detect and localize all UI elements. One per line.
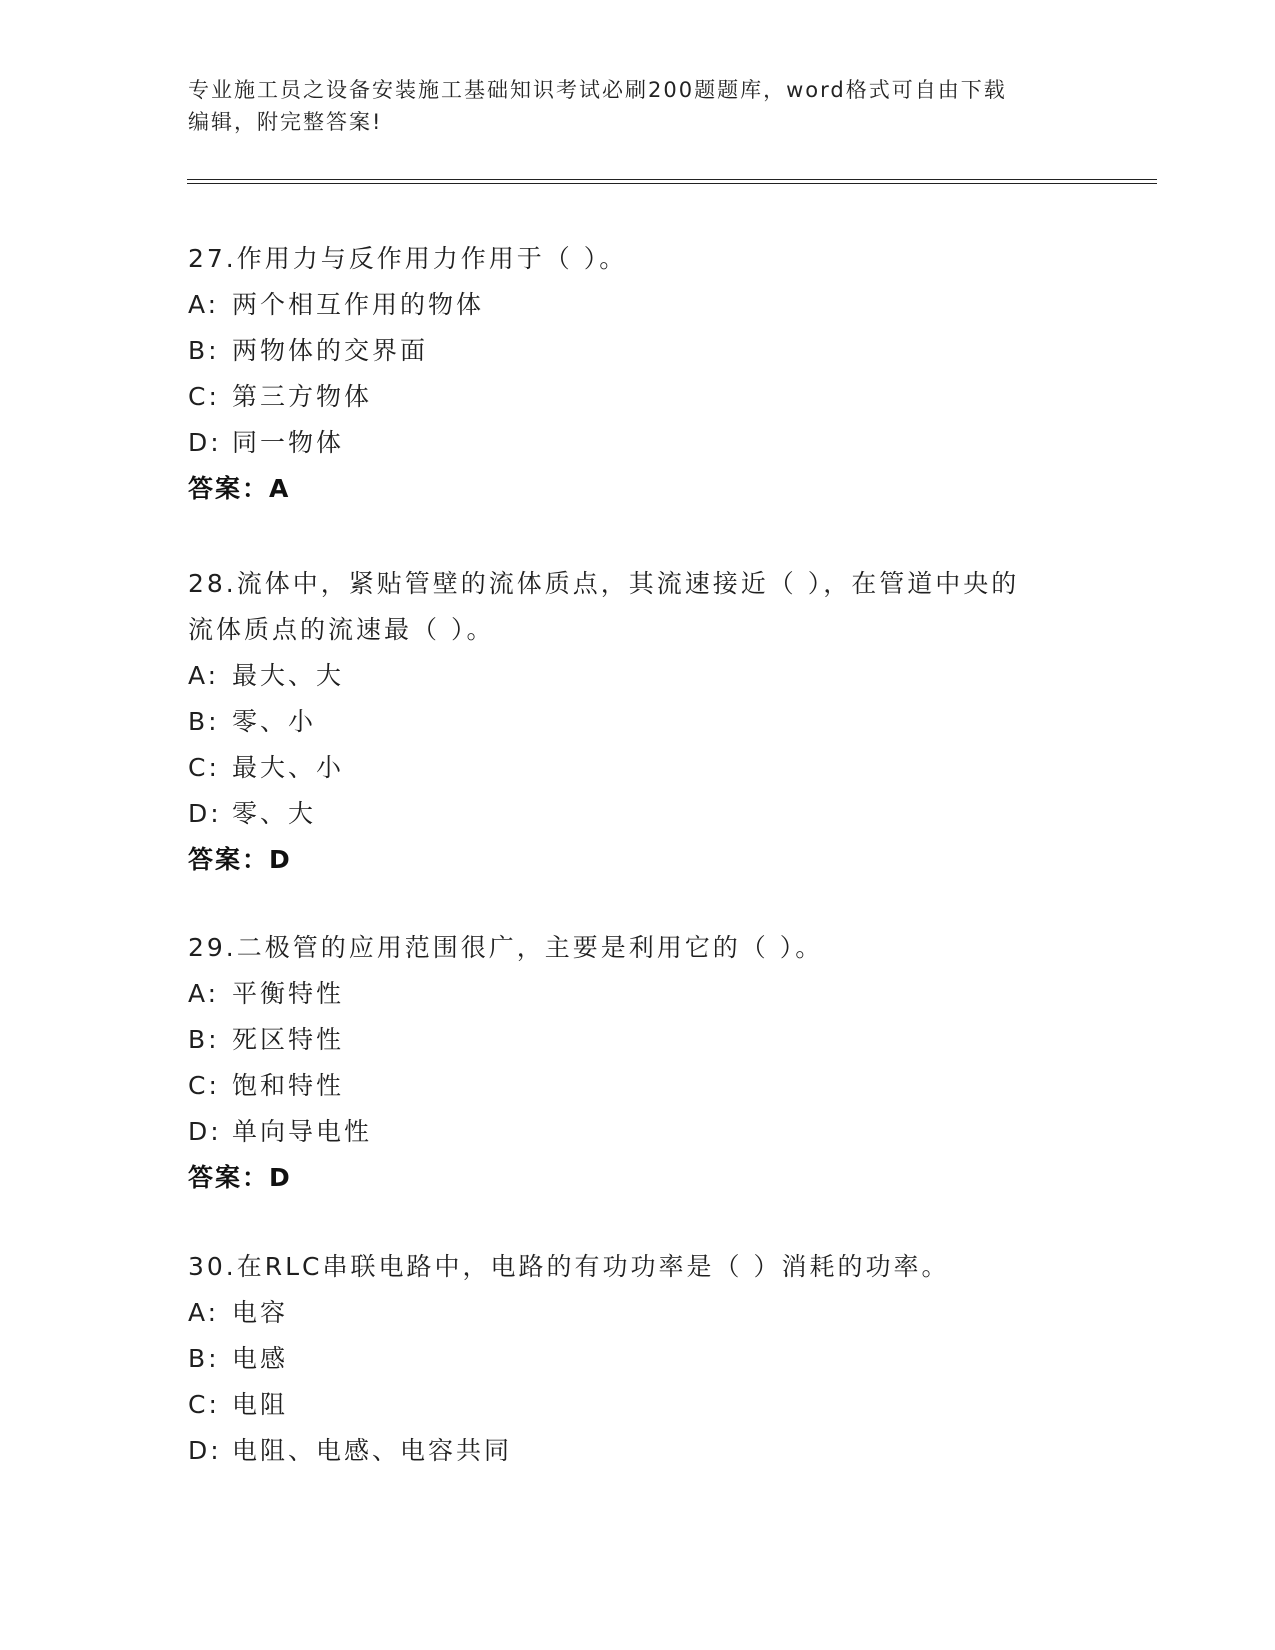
option-text: 两物体的交界面 (232, 336, 429, 365)
option-key: D: (188, 799, 222, 828)
question-stem (188, 561, 1088, 653)
document-header (188, 74, 1088, 138)
option-text: 最大、小 (232, 753, 345, 782)
option-text: 最大、大 (232, 661, 345, 690)
option-b (188, 699, 1088, 745)
option-b (188, 1017, 1088, 1063)
option-a (188, 971, 1088, 1017)
option-text: 平衡特性 (232, 979, 345, 1008)
option-key: C: (188, 753, 220, 782)
question-stem (188, 925, 1088, 971)
option-d (188, 1109, 1088, 1155)
question-stem-line: 29.二极管的应用范围很广，主要是利用它的（ ）。 (188, 933, 824, 962)
option-d (188, 1428, 1088, 1474)
option-key: A: (188, 290, 220, 319)
option-text: 零、小 (232, 707, 317, 736)
option-b (188, 1336, 1088, 1382)
question-stem (188, 236, 1088, 282)
option-key: A: (188, 979, 220, 1008)
answer-label: 答案：A (188, 474, 291, 503)
option-key: A: (188, 1298, 220, 1327)
answer-label: 答案：D (188, 1163, 292, 1192)
option-a (188, 1290, 1088, 1336)
header-divider-bottom (187, 183, 1157, 184)
answer-label: 答案：D (188, 845, 292, 874)
option-text: 电阻、电感、电容共同 (232, 1436, 513, 1465)
question-30 (188, 1244, 1088, 1474)
option-text: 电容 (232, 1298, 289, 1327)
option-text: 第三方物体 (232, 382, 373, 411)
option-key: A: (188, 661, 220, 690)
option-text: 饱和特性 (232, 1071, 345, 1100)
header-line-2: 编辑，附完整答案! (188, 110, 383, 134)
option-text: 电阻 (232, 1390, 289, 1419)
option-text: 死区特性 (232, 1025, 345, 1054)
question-29 (188, 925, 1088, 1201)
option-c (188, 745, 1088, 791)
option-key: C: (188, 1071, 220, 1100)
option-text: 单向导电性 (232, 1117, 373, 1146)
option-text: 零、大 (232, 799, 317, 828)
question-stem-line: 流体质点的流速最（ ）。 (188, 615, 495, 644)
option-d (188, 420, 1088, 466)
option-key: D: (188, 428, 222, 457)
option-key: C: (188, 382, 220, 411)
option-a (188, 282, 1088, 328)
question-stem-line: 27.作用力与反作用力作用于（ ）。 (188, 244, 628, 273)
option-key: B: (188, 1025, 220, 1054)
option-key: B: (188, 336, 220, 365)
option-d (188, 791, 1088, 837)
option-key: C: (188, 1390, 220, 1419)
option-c (188, 374, 1088, 420)
question-28 (188, 561, 1088, 883)
header-divider-top (187, 179, 1157, 180)
option-text: 同一物体 (232, 428, 345, 457)
option-c (188, 1382, 1088, 1428)
option-key: D: (188, 1436, 222, 1465)
question-27 (188, 236, 1088, 512)
option-key: B: (188, 1344, 220, 1373)
option-b (188, 328, 1088, 374)
option-c (188, 1063, 1088, 1109)
option-key: D: (188, 1117, 222, 1146)
question-stem (188, 1244, 1088, 1290)
option-a (188, 653, 1088, 699)
question-stem-line: 28.流体中，紧贴管壁的流体质点，其流速接近（ ），在管道中央的 (188, 569, 1020, 598)
option-text: 电感 (232, 1344, 289, 1373)
option-key: B: (188, 707, 220, 736)
header-line-1: 专业施工员之设备安装施工基础知识考试必刷200题题库，word格式可自由下载 (188, 78, 1007, 102)
option-text: 两个相互作用的物体 (232, 290, 485, 319)
question-stem-line: 30.在RLC串联电路中，电路的有功功率是（ ）消耗的功率。 (188, 1252, 950, 1281)
